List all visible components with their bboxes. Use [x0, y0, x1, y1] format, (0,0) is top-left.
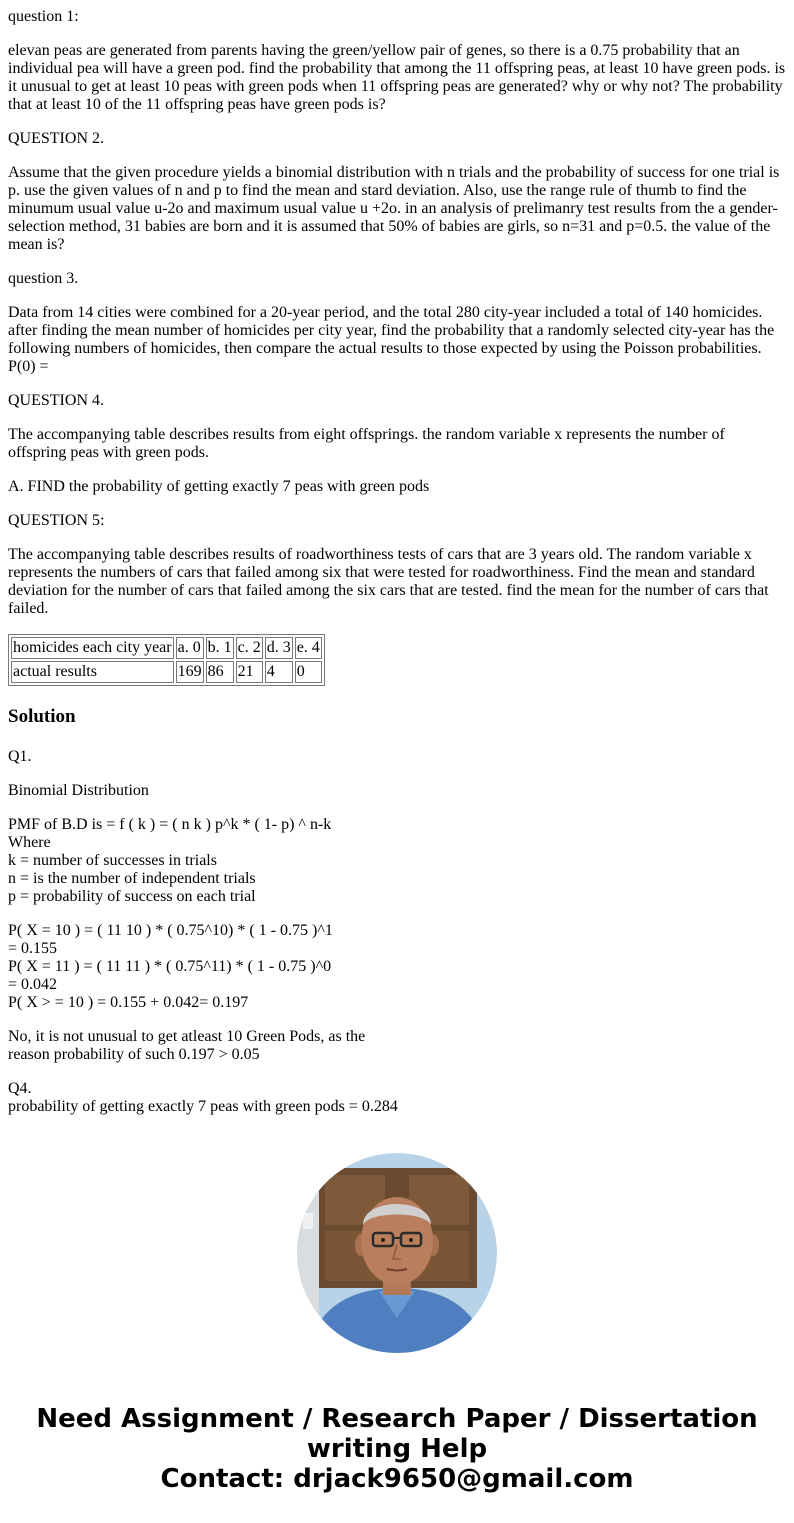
q4-part-a: A. FIND the probability of getting exactly 7 peas with green pods: [8, 478, 430, 495]
table-cell: 4: [265, 661, 293, 683]
def-p: p = probability of success on each trial: [8, 888, 256, 905]
footer-contact: Contact: drjack9650@gmail.com: [160, 1464, 634, 1494]
q5-text: The accompanying table describes results of roadworthiness tests of cars that are 3 years old. The random variable x represents the numbers of cars that failed among six that were tested for roadworthiness. Find the mean and standard deviation for the number of cars that failed among the six cars that are tested. find the mean for the number of cars that failed.: [8, 546, 769, 617]
q1-text: elevan peas are generated from parents having the green/yellow pair of genes, so there is a 0.75 probability that an individual pea will have a green pod. find the probability that among the 11 offspring peas, at least 10 have green pods. is it unusual to get at least 10 peas with green pods when 11 offspring peas are generated? why or why not? The probability that at least 10 of the 11 offspring peas have green pods is?: [8, 42, 786, 113]
calc-total: P( X > = 10 ) = 0.155 + 0.042= 0.197: [8, 994, 249, 1011]
solution-heading: Solution: [8, 706, 76, 727]
solution-q4: [8, 1080, 786, 1116]
where-label: Where: [8, 834, 51, 851]
solution-dist-name: Binomial Distribution: [8, 782, 149, 799]
footer-line-2: writing Help: [306, 1434, 488, 1464]
table-cell: a. 0: [176, 637, 204, 659]
calc-x11: P( X = 11 ) = ( 11 11 ) * ( 0.75^11) * ( 1 - 0.75 )^0: [8, 958, 332, 975]
table-cell: b. 1: [206, 637, 234, 659]
solution-conclusion: [8, 1028, 786, 1064]
solution-calculations: [8, 922, 786, 1012]
conclusion-line-1: No, it is not unusual to get atleast 10 Green Pods, as the: [8, 1028, 366, 1045]
q5-heading: QUESTION 5:: [8, 512, 105, 529]
q4-heading: QUESTION 4.: [8, 392, 104, 409]
avatar: [297, 1153, 497, 1353]
calc-x10: P( X = 10 ) = ( 11 10 ) * ( 0.75^10) * ( 1 - 0.75 )^1: [8, 922, 333, 939]
homicides-table: [8, 634, 325, 686]
q2-heading: QUESTION 2.: [8, 130, 104, 147]
q1-heading: question 1:: [8, 8, 79, 25]
table-cell: 21: [236, 661, 263, 683]
table-cell: 169: [176, 661, 204, 683]
q3-p0: P(0) =: [8, 358, 49, 375]
q4-text: The accompanying table describes results from eight offsprings. the random variable x represents the number of offspring peas with green pods.: [8, 426, 725, 461]
table-cell: 86: [206, 661, 234, 683]
q3-heading: question 3.: [8, 270, 79, 287]
q3-body: Data from 14 cities were combined for a 20-year period, and the total 280 city-year included a total of 140 homicides. after finding the mean number of homicides per city year, find the probability that a randomly selected city-year has the following numbers of homicides, then compare the actual results to those expected by using the Poisson probabilities.: [8, 304, 775, 357]
q3-text: [8, 304, 786, 376]
q2-text: Assume that the given procedure yields a binomial distribution with n trials and the probability of success for one trial is p. use the given values of n and p to find the mean and stard deviation. Also, use the range rule of thumb to find the minumum usual value u-2o and maximum usual value u +2o. in an analysis of prelimanry test results from the a gender-selection method, 31 babies are born and it is assumed that 50% of babies are girls, so n=31 and p=0.5. the value of the mean is?: [8, 164, 780, 253]
table-cell: homicides each city year: [11, 637, 174, 659]
footer-line-1: Need Assignment / Research Paper / Dissertation: [36, 1404, 758, 1434]
def-k: k = number of successes in trials: [8, 852, 217, 869]
pmf-formula: PMF of B.D is = f ( k ) = ( n k ) p^k * ( 1- p) ^ n-k: [8, 816, 332, 833]
table-cell: c. 2: [236, 637, 263, 659]
result-x11: = 0.042: [8, 976, 58, 993]
solution-definitions: [8, 816, 786, 906]
def-n: n = is the number of independent trials: [8, 870, 256, 887]
table-cell: actual results: [11, 661, 174, 683]
footer-banner: [0, 1404, 794, 1494]
solution-q4-label: Q4.: [8, 1080, 32, 1097]
table-cell: d. 3: [265, 637, 293, 659]
table-cell: 0: [295, 661, 322, 683]
solution-q4-answer: probability of getting exactly 7 peas with green pods = 0.284: [8, 1098, 398, 1115]
conclusion-line-2: reason probability of such 0.197 > 0.05: [8, 1046, 260, 1063]
result-x10: = 0.155: [8, 940, 58, 957]
solution-q1-label: Q1.: [8, 748, 32, 765]
table-cell: e. 4: [295, 637, 322, 659]
table-row: [11, 637, 322, 659]
tutor-portrait-image: [297, 1153, 497, 1353]
table-row: [11, 661, 322, 683]
